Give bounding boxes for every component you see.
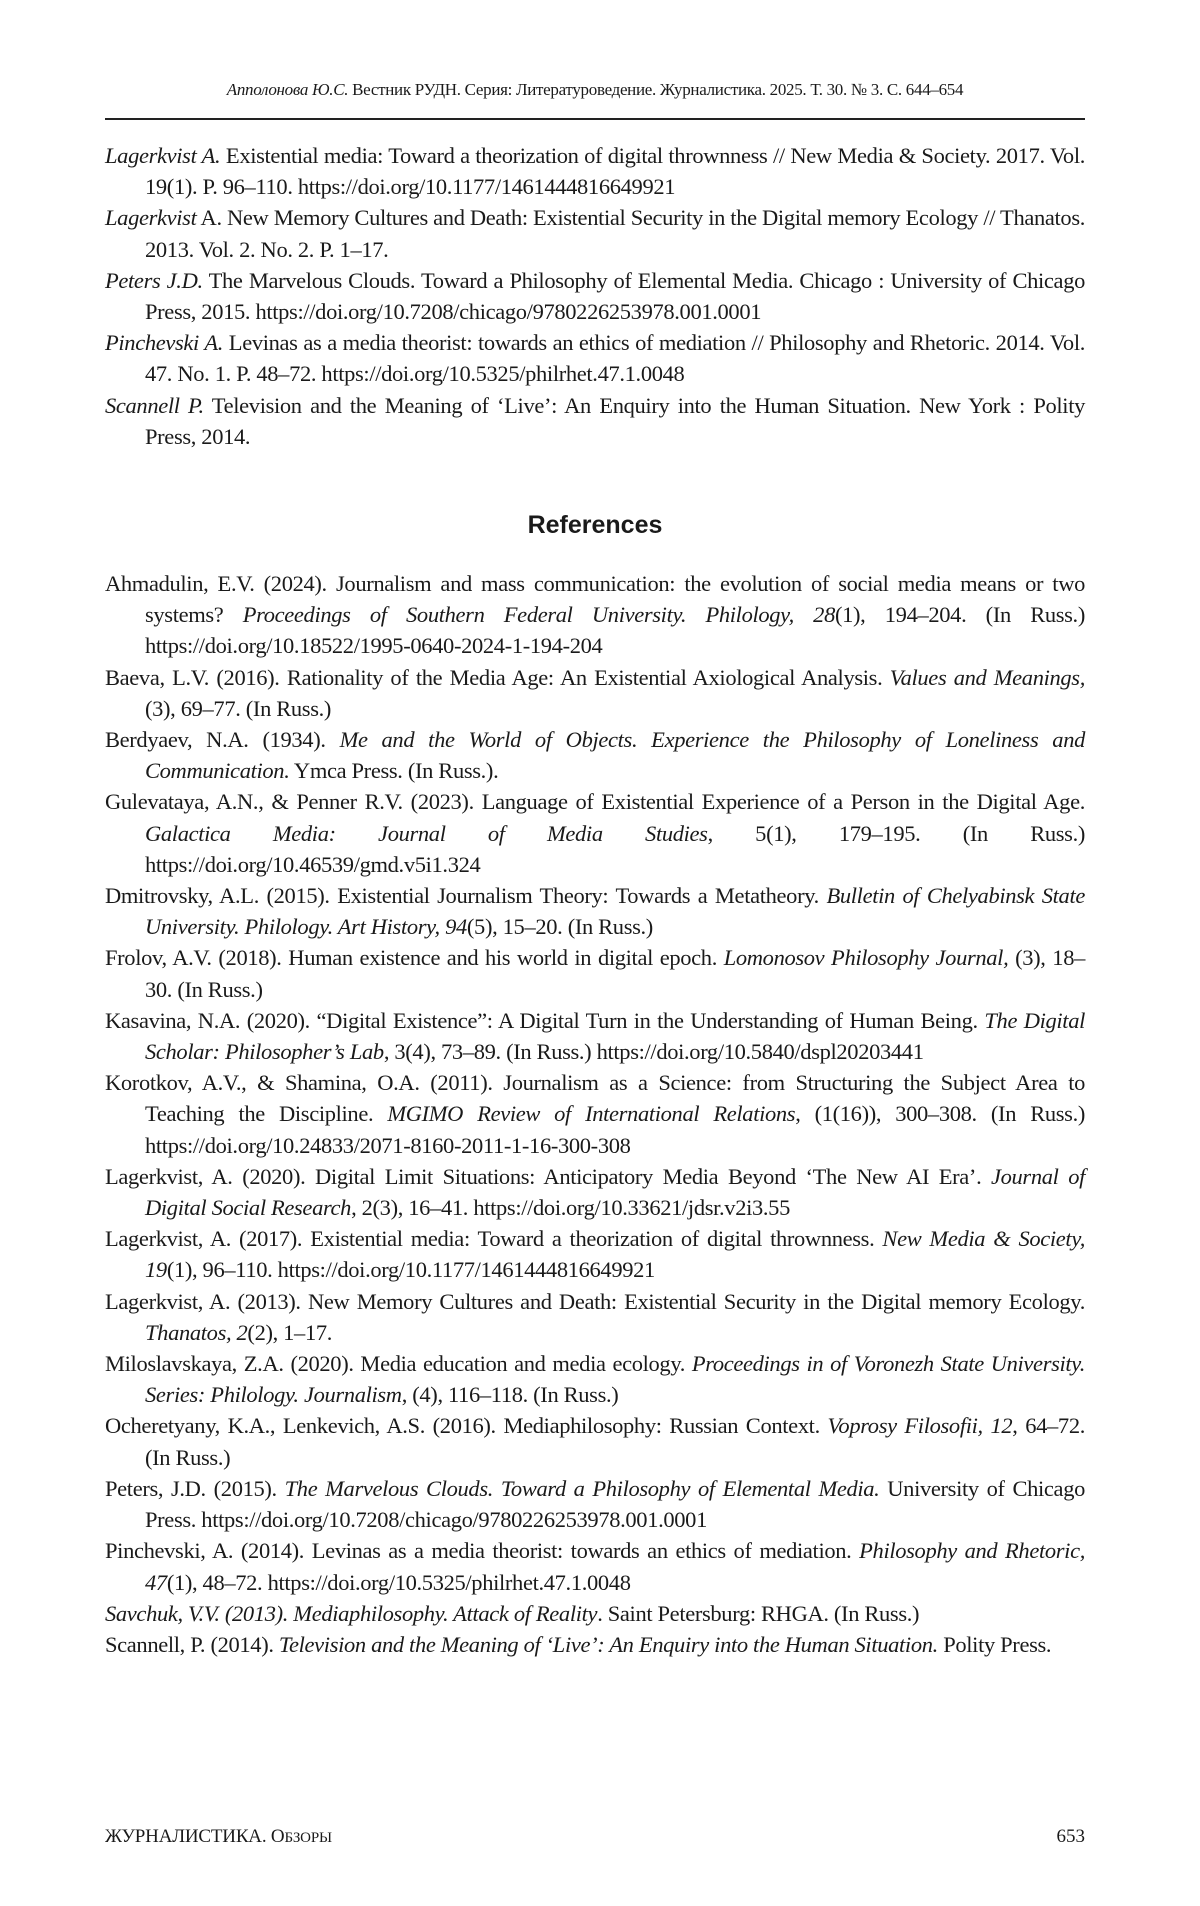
reference-entry — [105, 1286, 1085, 1348]
reference-text: A. New Memory Cultures and Death: Existential Security in the Digital memory Ecology // Thanatos. 2013. Vol. 2. No. 2. P. 1–17. — [145, 205, 1085, 262]
reference-text: Television and the Meaning of ‘Live’: An Enquiry into the Human Situation. New York : Polity Press, 2014. — [145, 392, 1085, 449]
reference-details: (2), 1–17. — [247, 1319, 333, 1345]
reference-source: Voprosy Filosofii, 12 — [827, 1413, 1013, 1439]
reference-source: Proceedings in of Voronezh State University. Series: Philology. Journalism — [145, 1351, 1085, 1408]
reference-text: Dmitrovsky, A.L. (2015). Existential Journalism Theory: Towards a Metatheory. — [105, 883, 827, 909]
reference-entry — [105, 724, 1085, 786]
reference-text: Levinas as a media theorist: towards an ethics of mediation // Philosophy and Rhetoric. 2014. Vol. 47. No. 1. P. 48–72. https://doi.org/10.5325/philrhet.47.1.0048 — [145, 330, 1086, 387]
reference-text: Scannell, P. (2014). — [105, 1631, 279, 1657]
reference-source: Proceedings of Southern Federal University. Philology, 28 — [242, 602, 835, 628]
reference-text: Pinchevski, A. (2014). Levinas as a media theorist: towards an ethics of mediation. — [105, 1538, 860, 1564]
reference-entry — [105, 1161, 1085, 1223]
reference-source: New Media & Society, 19 — [145, 1226, 1085, 1283]
reference-source: Philosophy and Rhetoric, 47 — [145, 1538, 1085, 1595]
reference-details: , 2(3), 16–41. https://doi.org/10.33621/jdsr.v2i3.55 — [351, 1195, 790, 1221]
reference-author: Scannell P. — [105, 392, 204, 418]
reference-entry — [105, 1005, 1085, 1067]
reference-entry — [105, 662, 1085, 724]
footer-section-name — [105, 1826, 332, 1848]
reference-source: Lomonosov Philosophy Journal, — [723, 945, 1009, 971]
reference-entry — [105, 942, 1085, 1004]
reference-entry — [105, 880, 1085, 942]
reference-author: Peters J.D. — [105, 267, 203, 293]
reference-details: , 3(4), 73–89. (In Russ.) https://doi.org/10.5840/dspl20203441 — [383, 1039, 924, 1065]
reference-entry — [105, 1629, 1085, 1660]
reference-entry — [105, 327, 1085, 389]
page-number: 653 — [1056, 1826, 1085, 1847]
reference-details: Ymca Press. (In Russ.). — [289, 758, 499, 784]
reference-text: Korotkov, A.V., & Shamina, O.A. (2011). Journalism as a Science: from Structuring the Subject Area to Teaching the Discipline. — [105, 1070, 1085, 1127]
reference-details: (1), 96–110. https://doi.org/10.1177/1461444816649921 — [166, 1257, 655, 1283]
reference-text: The Marvelous Clouds. Toward a Philosophy of Elemental Media. Chicago : University of Chicago Press, 2015. https://doi.org/10.7208/chicago/9780226253978.001.0001 — [145, 267, 1085, 325]
reference-entry — [105, 140, 1085, 202]
reference-details: University of Chicago Press. https://doi.org/10.7208/chicago/9780226253978.001.0001 — [145, 1475, 1085, 1533]
reference-text: Lagerkvist, A. (2020). Digital Limit Situations: Anticipatory Media Beyond ‘The New AI Era’. — [105, 1163, 991, 1189]
reference-entry — [105, 1598, 1085, 1629]
reference-text: Frolov, A.V. (2018). Human existence and his world in digital epoch. — [105, 945, 724, 971]
reference-entry — [105, 1473, 1085, 1535]
reference-entry — [105, 202, 1085, 264]
reference-source: Thanatos, 2 — [145, 1319, 248, 1345]
reference-entry — [105, 1535, 1085, 1597]
running-head — [105, 80, 1085, 100]
reference-details: , (4), 116–118. (In Russ.) — [401, 1382, 619, 1408]
reference-author: Pinchevski A. — [105, 330, 224, 356]
section-title-references: References — [527, 511, 663, 539]
reference-author: Lagerkvist A. — [105, 143, 221, 168]
reference-text: Ocheretyany, K.A., Lenkevich, A.S. (2016). Mediaphilosophy: Russian Context. — [105, 1413, 828, 1439]
reference-entry — [105, 1348, 1085, 1410]
reference-source: Bulletin of Chelyabinsk State University. Philology. Art History, 94 — [145, 883, 1085, 940]
reference-author: Lagerkvist — [105, 205, 197, 231]
reference-text: Kasavina, N.A. (2020). “Digital Existence”: A Digital Turn in the Understanding of Human Being. — [105, 1007, 985, 1033]
reference-source: Journal of Digital Social Research — [145, 1163, 1085, 1221]
reference-text: Peters, J.D. (2015). — [105, 1475, 285, 1501]
reference-source: MGIMO Review of International Relations — [387, 1101, 796, 1127]
running-head-author: Апполонова Ю.С. — [226, 80, 349, 99]
running-head-citation: Вестник РУДН. Серия: Литературоведение. Журналистика. 2025. Т. 30. № 3. С. 644–654 — [348, 80, 964, 99]
reference-entry — [105, 1410, 1085, 1472]
reference-details: (1), 48–72. https://doi.org/10.5325/philrhet.47.1.0048 — [166, 1569, 631, 1595]
reference-text: Baeva, L.V. (2016). Rationality of the Media Age: An Existential Axiological Analysis. — [105, 664, 890, 690]
reference-details: . Saint Petersburg: RHGA. (In Russ.) — [597, 1600, 920, 1626]
reference-details: (3), 69–77. (In Russ.) — [145, 695, 332, 721]
reference-source: Me and the World of Objects. Experience the Philosophy of Loneliness and Communication. — [145, 727, 1085, 784]
reference-source: The Marvelous Clouds. Toward a Philosophy of Elemental Media. — [284, 1475, 880, 1501]
footer-section-smallcaps: БЗОРЫ — [284, 1830, 332, 1846]
reference-source: Values and Meanings, — [889, 664, 1085, 690]
reference-text: Lagerkvist, A. (2013). New Memory Cultures and Death: Existential Security in the Digital memory Ecology. — [105, 1288, 1085, 1314]
reference-source: Galactica Media: Journal of Media Studies — [145, 820, 708, 846]
reference-source: Television and the Meaning of ‘Live’: An Enquiry into the Human Situation. — [278, 1631, 938, 1657]
reference-text: Miloslavskaya, Z.A. (2020). Media education and media ecology. — [105, 1351, 692, 1377]
reference-details: Polity Press. — [937, 1631, 1052, 1657]
reference-entry — [105, 1223, 1085, 1285]
reference-text: Existential media: Toward a theorization of digital thrownness // New Media & Society. 2017. Vol. 19(1). P. 96–110. https://doi.org/10.1177/1461444816649921 — [145, 143, 1085, 200]
reference-details: , (1(16)), 300–308. (In Russ.) https://doi.org/10.24833/2071-8160-2011-1-16-300-308 — [145, 1101, 1085, 1158]
reference-details: , 64–72. (In Russ.) — [145, 1413, 1086, 1470]
reference-details: (1), 194–204. (In Russ.) https://doi.org/10.18522/1995-0640-2024-1-194-204 — [145, 602, 1085, 659]
reference-list — [105, 568, 1085, 1660]
reference-list-russian-tail — [105, 140, 1085, 452]
reference-text: Berdyaev, N.A. (1934). — [105, 727, 340, 753]
reference-entry — [105, 1067, 1085, 1161]
reference-source: The Digital Scholar: Philosopher’s Lab — [145, 1007, 1085, 1065]
reference-source: Savchuk, V.V. (2013). Mediaphilosophy. Attack of Reality — [105, 1600, 598, 1626]
reference-entry — [105, 265, 1085, 327]
reference-details: (5), 15–20. (In Russ.) — [466, 914, 653, 940]
reference-text: Lagerkvist, A. (2017). Existential media: Toward a theorization of digital thrownness. — [105, 1226, 883, 1252]
reference-details: , 5(1), 179–195. (In Russ.) https://doi.org/10.46539/gmd.v5i1.324 — [145, 820, 1085, 877]
reference-entry — [105, 390, 1085, 452]
reference-text: Ahmadulin, E.V. (2024). Journalism and mass communication: the evolution of social media means or two systems? — [105, 571, 1085, 628]
reference-entry — [105, 568, 1085, 662]
footer-section-main: ЖУРНАЛИСТИКА. О — [105, 1826, 285, 1847]
reference-entry — [105, 786, 1085, 880]
reference-details: (3), 18–30. (In Russ.) — [145, 945, 1085, 1002]
header-rule — [105, 118, 1085, 120]
reference-text: Gulevataya, A.N., & Penner R.V. (2023). Language of Existential Experience of a Person in the Digital Age. — [105, 789, 1085, 815]
